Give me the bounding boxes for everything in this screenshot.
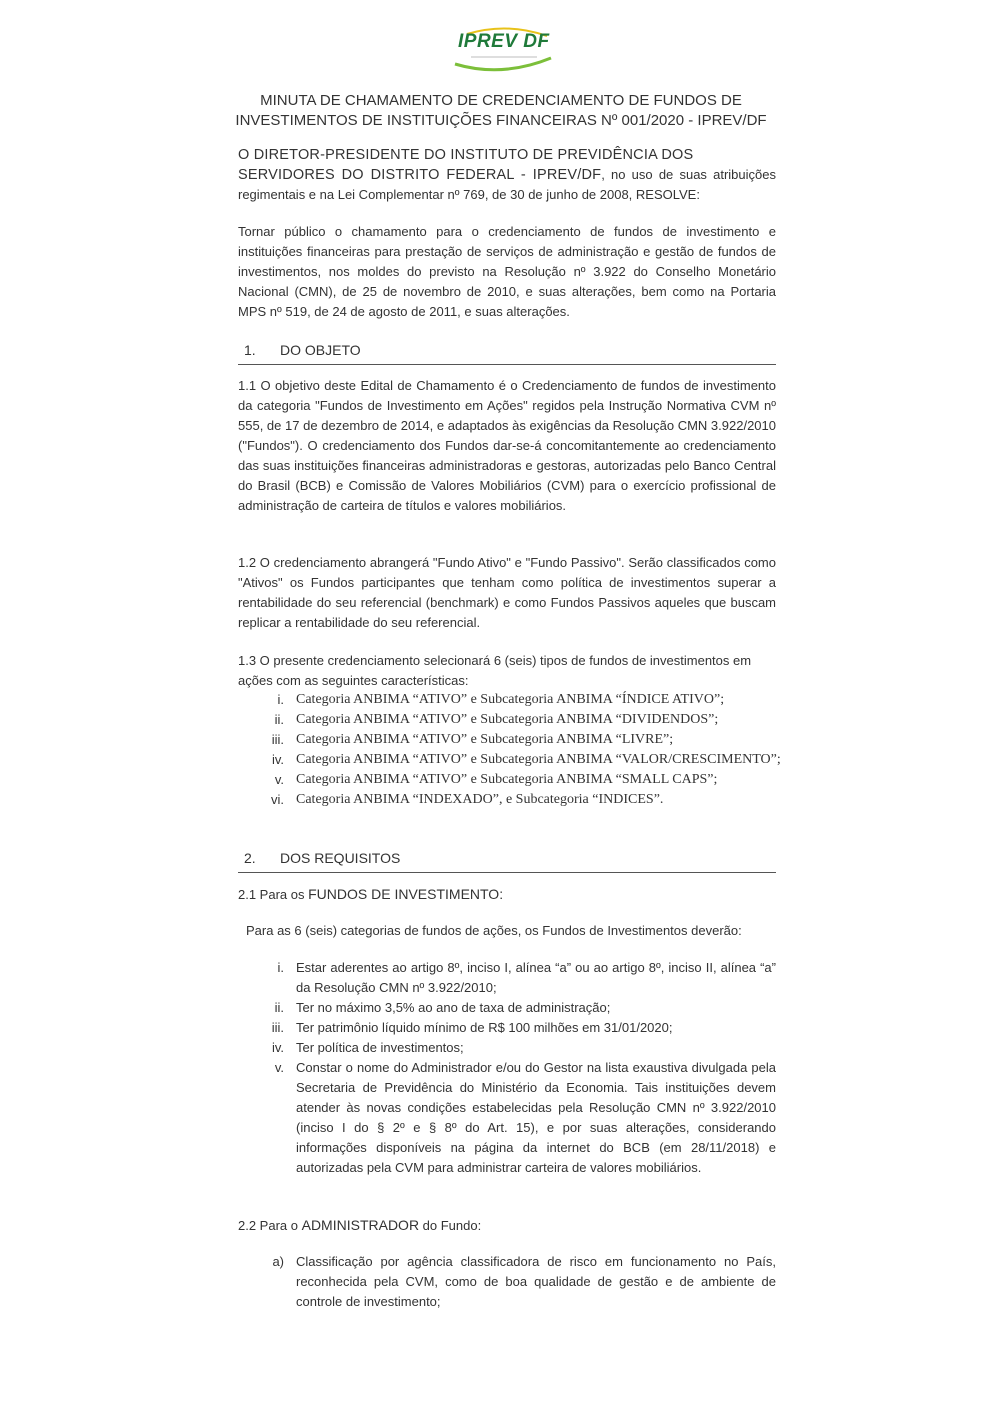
- paragraph-1-1: 1.1 O objetivo deste Edital de Chamamento é o Credenciamento de fundos de investimento da categoria "Fundos de Investimento em Ações" regidos pela Instrução Normativa CVM nº 555, de 17 de dezembro de 2014, e adaptados às exigências da Resolução CMN 3.922/2010 ("Fundos"). O credenciamento dos Fundos dar-se-á concomitantemente ao credenciamento das suas instituições financeiras administradoras e gestoras, autorizadas pelo Banco Central do Brasil (BCB) e Comissão de Valores Mobiliários (CVM) para o exercício profissional de administração de carteira de títulos e valores mobiliários.: [238, 378, 776, 513]
- list-item: [262, 1252, 776, 1312]
- fund-requirements-list: [262, 958, 776, 1178]
- list-item-marker: a): [272, 1254, 284, 1269]
- list-item-text: Ter no máximo 3,5% ao ano de taxa de administração;: [296, 1000, 611, 1015]
- intro-rest: , no uso de suas atribuições regimentais e na Lei Complementar nº 769, de 30 de junho de 2008, RESOLVE:: [238, 167, 776, 202]
- list-item-text: Ter política de investimentos;: [296, 1040, 464, 1055]
- document-title-line-1: MINUTA DE CHAMAMENTO DE CREDENCIAMENTO DE FUNDOS DE: [260, 92, 742, 109]
- intro-caps-line-2: SERVIDORES DO DISTRITO FEDERAL - IPREV/DF: [238, 167, 602, 183]
- list-item-text: Categoria ANBIMA “ATIVO” e Subcategoria ANBIMA “DIVIDENDOS”;: [296, 712, 719, 727]
- list-item: [262, 1058, 776, 1178]
- section-1-number: 1.: [244, 342, 256, 358]
- list-item-text: Constar o nome do Administrador e/ou do Gestor na lista exaustiva divulgada pela Secretaria de Previdência do Ministério da Economia. Tais instituições devem atender às novas condições estabelecidas pela Resolução CMN nº 3.922/2010 (inciso I do § 2º e § 8º do Art. 15), e por suas alterações, considerando informações disponíveis na página da internet do BCB (em 28/11/2018) e autorizadas pela CVM para administrar carteira de valores mobiliários.: [296, 1060, 776, 1175]
- list-item: [262, 790, 781, 810]
- list-item-text: Categoria ANBIMA “ATIVO” e Subcategoria ANBIMA “LIVRE”;: [296, 732, 674, 747]
- list-item: [262, 690, 781, 710]
- paragraph-2-2: [238, 1215, 481, 1236]
- section-2-number: 2.: [244, 850, 256, 866]
- paragraph-1-3: 1.3 O presente credenciamento selecionará 6 (seis) tipos de fundos de investimentos em ações com as seguintes características:: [238, 653, 752, 688]
- list-item-text: Categoria ANBIMA “ATIVO” e Subcategoria ANBIMA “ÍNDICE ATIVO”;: [296, 692, 725, 707]
- paragraph-2-2-suffix: do Fundo:: [419, 1218, 482, 1233]
- section-1-title: DO OBJETO: [280, 342, 361, 358]
- list-item: [262, 1038, 776, 1058]
- paragraph-2-1: [238, 884, 503, 905]
- list-item-marker: v.: [274, 1060, 284, 1075]
- administrator-requirements-list: [262, 1252, 776, 1312]
- list-item-text: Categoria ANBIMA “INDEXADO”, e Subcategoria “INDICES”.: [296, 792, 664, 807]
- paragraph-2-1-caps: FUNDOS DE INVESTIMENTO:: [308, 886, 504, 902]
- list-item-marker: vi.: [271, 792, 284, 807]
- list-item-marker: iv.: [271, 1040, 284, 1055]
- list-item-marker: ii.: [274, 712, 284, 727]
- iprev-df-logo: [447, 24, 557, 74]
- list-item: [262, 958, 776, 998]
- list-item-text: Estar aderentes ao artigo 8º, inciso I, alínea “a” ou ao artigo 8º, inciso II, alínea “a” da Resolução CMN nº 3.922/2010;: [296, 960, 776, 995]
- intro-paragraph: [238, 145, 776, 205]
- list-item-marker: i.: [277, 692, 284, 707]
- paragraph-2-1-intro: Para as 6 (seis) categorias de fundos de ações, os Fundos de Investimentos deverão:: [246, 923, 742, 938]
- paragraph-2-2-caps: ADMINISTRADOR: [301, 1217, 420, 1233]
- list-item-text: Ter patrimônio líquido mínimo de R$ 100 milhões em 31/01/2020;: [296, 1020, 673, 1035]
- list-item: [262, 998, 776, 1018]
- intro-caps-line-1: O DIRETOR-PRESIDENTE DO INSTITUTO DE PREVIDÊNCIA DOS: [238, 147, 694, 163]
- list-item-text: Classificação por agência classificadora de risco em funcionamento no País, reconhecida pela CVM, como de boa qualidade de gestão e de ambiente de controle de investimento;: [296, 1254, 776, 1309]
- categories-list: [262, 690, 781, 810]
- document-title-line-2: INVESTIMENTOS DE INSTITUIÇÕES FINANCEIRAS Nº 001/2020 - IPREV/DF: [235, 112, 767, 129]
- list-item-marker: iii.: [271, 1020, 284, 1035]
- section-2-heading: [238, 848, 776, 873]
- list-item: [262, 1018, 776, 1038]
- paragraph-2-2-prefix: 2.2 Para o: [238, 1218, 302, 1233]
- section-1-heading: [238, 340, 776, 365]
- list-item: [262, 730, 781, 750]
- section-2-title: DOS REQUISITOS: [280, 850, 401, 866]
- list-item-marker: i.: [277, 960, 284, 975]
- list-item-marker: iii.: [271, 732, 284, 747]
- list-item-marker: ii.: [274, 1000, 284, 1015]
- logo-text: IPREV DF: [458, 31, 550, 52]
- list-item-text: Categoria ANBIMA “ATIVO” e Subcategoria ANBIMA “VALOR/CRESCIMENTO”;: [296, 752, 781, 767]
- list-item-text: Categoria ANBIMA “ATIVO” e Subcategoria ANBIMA “SMALL CAPS”;: [296, 772, 718, 787]
- list-item: [262, 770, 781, 790]
- paragraph-1-2: 1.2 O credenciamento abrangerá "Fundo Ativo" e "Fundo Passivo". Serão classificados como "Ativos" os Fundos participantes que tenham como política de investimentos superar a rentabilidade do seu referencial (benchmark) e como Fundos Passivos aqueles que buscam replicar a rentabilidade do seu referencial.: [238, 555, 776, 630]
- list-item-marker: v.: [274, 772, 284, 787]
- paragraph-announcement: Tornar público o chamamento para o credenciamento de fundos de investimento e instituições financeiras para prestação de serviços de administração e gestão de fundos de investimentos, nos moldes do previsto na Resolução nº 3.922 do Conselho Monetário Nacional (CMN), de 25 de novembro de 2010, e suas alterações, bem como na Portaria MPS nº 519, de 24 de agosto de 2011, e suas alterações.: [238, 224, 776, 319]
- list-item-marker: iv.: [271, 752, 284, 767]
- list-item: [262, 710, 781, 730]
- paragraph-2-1-prefix: 2.1 Para os: [238, 887, 309, 902]
- list-item: [262, 750, 781, 770]
